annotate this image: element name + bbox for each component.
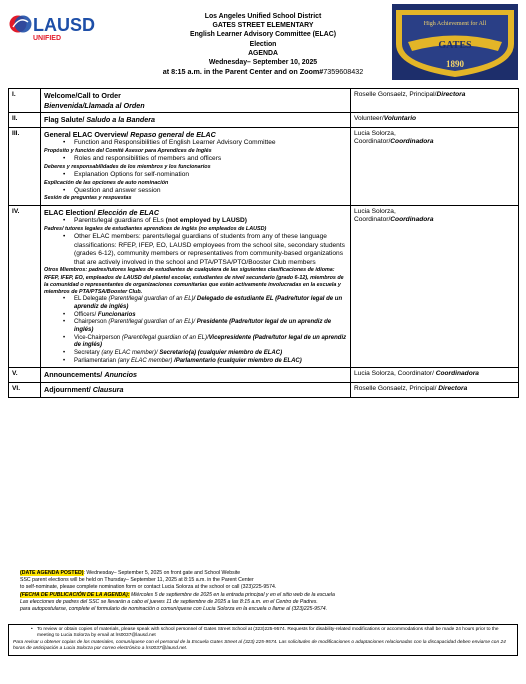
- agenda-number: III.: [9, 127, 41, 205]
- posted-label-es: (FECHA DE PUBLICACIÓN DE LA AGENDA):: [20, 591, 130, 598]
- logo-wordmark: LAUSD: [33, 15, 95, 35]
- agenda-item: [41, 113, 351, 128]
- agenda-item: [41, 368, 351, 383]
- presenter: Volunteer/Voluntario: [351, 113, 519, 128]
- list-item: • Vice-Chairperson (Parent/legal guardian of an EL)/Vicepresidente (Padre/tutor legal de un aprendiz de inglés): [44, 335, 347, 350]
- seal-year: 1890: [446, 59, 464, 69]
- item-title: Adjournment/ Clausura: [44, 385, 124, 395]
- seal-motto: High Achievement for All: [423, 21, 487, 27]
- agenda-item: [41, 383, 351, 398]
- note-es: Para revisar u obtener copias de los materiales, comuníquese con el personal de la Escuela Gates Street al (323) 225-9574. Las solicitudes de modificaciones o adaptaciones relacionadas con la discapacidad deben enviarse con 24 horas de anticipación a Lucia Solorza por correo electrónico a lrs0037@lausd.net.: [13, 639, 506, 652]
- accommodation-notes: [8, 624, 518, 656]
- meeting-place: at 8:15 a.m. in the Parent Center and on Zoom#7359608432: [162, 67, 364, 77]
- list-item: • Secretary (any ELAC member)/ Secretario(a) (cualquier miembro de ELAC): [44, 350, 347, 358]
- meeting-date: Wednesday– September 10, 2025: [208, 59, 318, 67]
- district-name: Los Angeles Unified School District: [204, 13, 322, 20]
- presenter: Roselle Gonsaelz, Principal/ Directora: [351, 383, 519, 398]
- presenter: Lucia Solorza, Coordinator/Coordinadora: [351, 205, 519, 368]
- agenda-row-2: [9, 113, 519, 128]
- document-header: [0, 0, 526, 88]
- school-seal: [392, 4, 518, 80]
- posted-line-es: (FECHA DE PUBLICACIÓN DE LA AGENDA): Miércoles 5 de septiembre de 2025 en la entrada principal y en el sitio web de la escuela: [20, 591, 335, 598]
- presenter: Lucia Solorza, Coordinator/Coordinadora: [351, 127, 519, 205]
- presenter: Lucia Solorza, Coordinator/ Coordinadora: [351, 368, 519, 383]
- agenda-item: [41, 127, 351, 205]
- agenda-item: [41, 89, 351, 113]
- list-item: • Roles and responsibilities of members and officers: [44, 155, 347, 164]
- item-title: Flag Salute/ Saludo a la Bandera: [44, 115, 156, 125]
- list-item: • Function and Responsibilities of English Learner Advisory Committee: [44, 139, 347, 148]
- list-item: • EL Delegate (Parent/legal guardian of an EL)/ Delegado de estudiante EL (Padre/tutor legal de un aprendiz de inglés): [44, 296, 347, 311]
- list-item-es: Otros Miembros: padres/tutores legales de estudiantes de cualquiera de las siguientes clasificaciones de idioma: RFEP, IFEP, EO, empleados de LAUSD del plantel escolar, estudiantes de nivel secundario (grado 6-12), miembros de la comunidad o representantes de organizaciones comunitarias que están activamente involucradas en la escuela y miembros de PTA/PTSA/Booster Club.: [44, 267, 344, 295]
- agenda-number: VI.: [9, 383, 41, 398]
- agenda-row-1: [9, 89, 519, 113]
- list-item: • Chairperson (Parent/legal guardian of an EL)/ Presidente (Padre/tutor legal de un aprendiz de inglés): [44, 319, 347, 334]
- agenda-table: [8, 88, 519, 398]
- agenda-row-5: [9, 368, 519, 383]
- self-nomination-line-es: para autopostularse, complete el formulario de nominación o comuníquese con Lucia Solorza en la escuela o llame al (323)225-9574.: [20, 606, 328, 613]
- list-item-es: Sesión de preguntas y respuestas: [44, 195, 132, 202]
- posted-line: (DATE AGENDA POSTED): Wednesday– September 5, 2025 on front gate and School Website: [20, 570, 241, 576]
- list-item-es: Padres/ tutores legales de estudiantes aprendices de inglés (no empleados de LAUSD): [44, 225, 267, 232]
- logo-subtext: UNIFIED: [33, 35, 61, 42]
- item-title: Announcements/ Anuncios: [44, 370, 138, 380]
- agenda-number: II.: [9, 113, 41, 128]
- list-item: • Other ELAC members: parents/legal guardians of students from any of these language classifications: RFEP, IFEP, EO, LAUSD employees from the school site, secondary students (grades 6-12), community members or representatives from community-based organizations that are actively involved in the school and PTA/PTSA/PTO/Booster Club members: [44, 233, 347, 267]
- agenda-item: [41, 205, 351, 368]
- lausd-logo: [8, 10, 118, 44]
- ssc-election-line-es: Las elecciones de padres del SSC se llevarán a cabo el jueves 11 de septiembre de 2025 a las 8:15 a.m. en el Centro de Padres.: [20, 598, 318, 605]
- list-item-es: Deberes y responsabilidades de los miembros y los funcionarios: [44, 163, 211, 170]
- agenda-number: IV.: [9, 205, 41, 368]
- agenda-number: I.: [9, 89, 41, 113]
- self-nomination-line: to self-nominate, please complete nomination form or contact Lucia Solorza at the school or call (323)225-9574.: [20, 584, 277, 591]
- zoom-id: 7359608432: [323, 67, 364, 77]
- ssc-election-line: SSC parent elections will be held on Thursday– September 11, 2025 at 8:15 a.m. in the Parent Center: [20, 577, 254, 584]
- seal-name: GATES: [438, 40, 472, 51]
- header-text: [120, 12, 406, 76]
- posted-label: (DATE AGENDA POSTED): [20, 570, 84, 576]
- agenda-row-6: [9, 383, 519, 398]
- agenda-number: V.: [9, 368, 41, 383]
- agenda-row-4: [9, 205, 519, 368]
- list-item: • Explanation Options for self-nomination: [44, 171, 347, 180]
- list-item: • Officers/ Funcionarios: [44, 312, 347, 320]
- doc-type: AGENDA: [248, 49, 278, 57]
- presenter: Roselle Gonsaelz, Principal/Directora: [351, 89, 519, 113]
- item-title: General ELAC Overview/ Repaso general de ELAC: [44, 129, 216, 139]
- agenda-row-3: [9, 127, 519, 205]
- item-title: ELAC Election/ Elección de ELAC: [44, 207, 160, 217]
- list-item: • Question and answer session: [44, 187, 347, 196]
- item-title: Welcome/Call to Order: [44, 91, 121, 100]
- item-title-es: Bienvenida/Llamada al Orden: [44, 100, 145, 110]
- list-item-es: Propósito y función del Comité Asesor para Aprendices de Inglés: [44, 147, 212, 154]
- list-item: • Parliamentarian (any ELAC member) /Parlamentario (cualquier miembro de ELAC): [44, 358, 347, 366]
- list-item-es: Explicación de las opciones de auto nominación: [44, 179, 169, 186]
- note-en: • To review or obtain copies of materials, please speak with school personnel of Gates Street School at (323)225-9574. Requests for disability-related modifications or accommodations shall be made 24 hours prior to the meeting to Lucia Solorza by email at lrs0037@lausd.net: [13, 627, 513, 640]
- committee-name: English Learner Advisory Committee (ELAC): [189, 31, 336, 39]
- list-item: • Parents/legal guardians of ELs (not employed by LAUSD): [44, 217, 347, 226]
- meeting-type: Election: [249, 40, 277, 48]
- posting-info: [20, 570, 514, 613]
- school-name: GATES STREET ELEMENTARY: [212, 22, 314, 30]
